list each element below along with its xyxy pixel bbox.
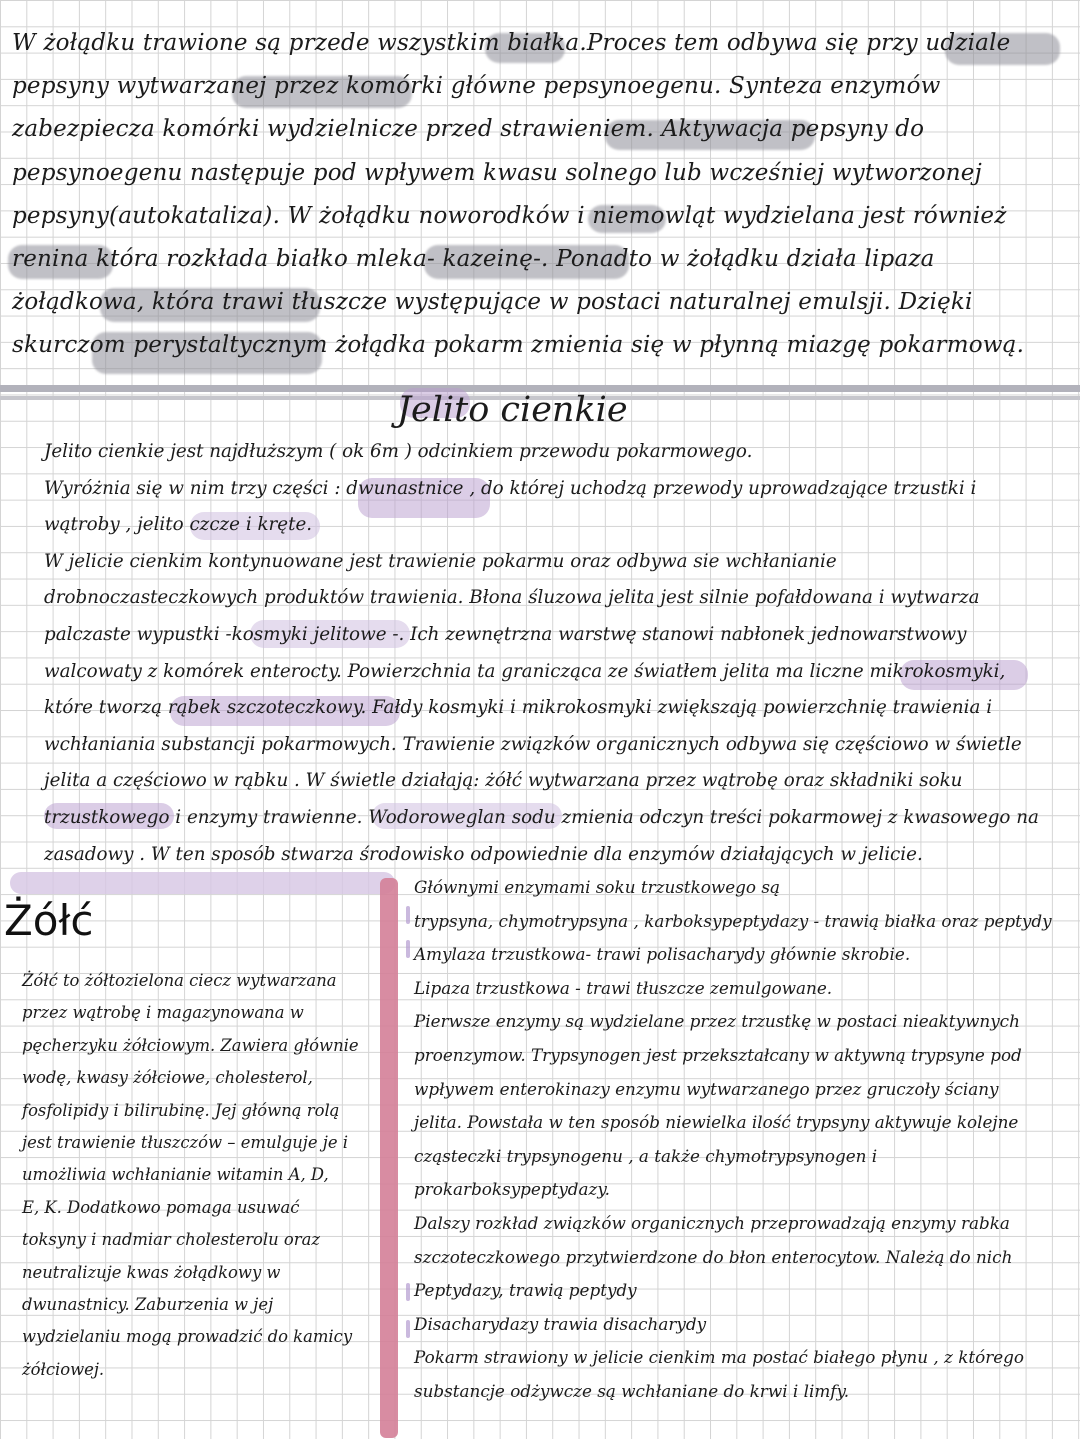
jelito-line: trzustkowego i enzymy trawienne. Wodoroweglan sodu zmienia odczyn treści pokarmowej z kwasowego na [44,806,1039,828]
trzustka-line: substancje odżywcze są wchłaniane do krwi i limfy. [414,1380,850,1401]
jelito-paragraph [44,434,1064,873]
trzustka-line: szczoteczkowego przytwierdzone do błon enterocytow. Należą do nich [414,1246,1013,1267]
trzustka-line: Disacharydazy trawia disacharydy [414,1313,707,1334]
jelito-line: które tworzą rąbek szczoteczkowy. Fałdy kosmyki i mikrokosmyki zwiększają powierzchnię trawienia i [44,697,993,719]
jelito-line: jelita a częściowo w rąbku . W świetle działają: żółć wytwarzana przez wątrobę oraz składniki soku [44,770,963,792]
zolc-line: neutralizuje kwas żołądkowy w [22,1262,281,1282]
margin-tick [406,906,410,924]
trzustka-line: Głównymi enzymami soku trzustkowego są [414,877,780,897]
margin-tick [406,940,410,958]
title-zolc: Żółć [4,896,94,945]
trzustka-line: jelita. Powstała w ten sposób niewielka ilość trypsyny aktywuje kolejne [414,1112,1019,1133]
trzustka-line: Pokarm strawiony w jelicie cienkim ma postać białego płynu , z którego [414,1347,1025,1368]
jelito-line: W jelicie cienkim kontynuowane jest trawienie pokarmu oraz odbywa sie wchłanianie [44,550,837,572]
jelito-line: wątroby , jelito czcze i kręte. [44,514,313,536]
margin-tick [406,1283,410,1301]
trzustka-line: trypsyna, chymotrypsyna , karboksypeptydazy - trawią białka oraz peptydy [414,910,1052,931]
jelito-line: Jelito cienkie jest najdłuższym ( ok 6m ) odcinkiem przewodu pokarmowego. [44,441,753,462]
zolc-line: przez wątrobę i magazynowana w [22,1003,304,1023]
trzustka-line: Lipaza trzustkowa - trawi tłuszcze zemulgowane. [414,977,833,998]
zolc-header-bar [10,872,395,894]
zolc-line: umożliwia wchłanianie witamin A, D, [22,1165,329,1185]
jelito-line: drobnoczasteczkowych produktów trawienia. Błona śluzowa jelita jest silnie pofałdowana i wytwarza [44,587,980,609]
jelito-line: walcowaty z komórek enterocty. Powierzchnia ta granicząca ze światłem jelita ma liczne mikrokosmyki, [44,660,1006,682]
zolc-line: E, K. Dodatkowo pomaga usuwać [22,1197,300,1217]
zolc-line: jest trawienie tłuszczów – emulguje je i [22,1133,349,1153]
trzustka-line: Amylaza trzustkowa- trawi polisacharydy głównie skrobie. [414,944,911,965]
zolc-line: dwunastnicy. Zaburzenia w jej [22,1295,274,1315]
zolc-line: Żółć to żółtozielona ciecz wytwarzana [22,971,337,990]
trzustka-line: Dalszy rozkład związków organicznych przeprowadzają enzymy rabka [414,1212,1010,1233]
jelito-line: wchłaniania substancji pokarmowych. Trawienie związków organicznych odbywa się częściowo w świetle [44,733,1022,755]
margin-tick [406,1320,410,1338]
zolc-paragraph [22,965,372,1386]
jelito-line: Wyróżnia się w nim trzy części : dwunastnice , do której uchodzą przewody uprowadzające trzustki i [44,477,977,499]
trzustka-line: prokarboksypeptydazy. [414,1179,610,1200]
zolc-line: pęcherzyku żółciowym. Zawiera głównie [22,1035,359,1055]
zolc-line: fosfolipidy i bilirubinę. Jej główną rolą [22,1100,340,1120]
trzustka-line: proenzymow. Trypsynogen jest przekształcany w aktywną trypsyne pod [414,1044,1022,1065]
jelito-line: zasadowy . W ten sposób stwarza środowisko odpowiednie dla enzymów działających w jelicie. [44,843,923,865]
trzustka-line: Peptydazy, trawią peptydy [414,1280,637,1301]
title-jelito-cienkie: Jelito cienkie [397,390,628,430]
trzustka-line: Pierwsze enzymy są wydzielane przez trzustkę w postaci nieaktywnych [414,1011,1020,1032]
column-divider [380,878,398,1438]
stomach-paragraph: W żołądku trawione są przede wszystkim białka.Proces tem odbywa się przy udziale pepsyny wytwarzanej przez komórki główne pepsynoegenu. Synteza enzymów zabezpiecza komórki wydzielnicze przed strawieniem. Aktywacja pepsyny do pepsynoegenu następuje pod wpływem kwasu solnego lub wcześniej wytworzonej pepsyny(autokataliza). W żołądku noworodków i niemowląt wydzielana jest również renina która rozkłada białko mleka- kazeinę-. Ponadto w żołądku działa lipaza żołądkowa, która trawi tłuszcze występujące w postaci naturalnej emulsji. Dzięki skurczom perystaltycznym żołądka pokarm zmienia się w płynną miazgę pokarmową. [12,30,1025,359]
trzustka-line: cząsteczki trypsynogenu , a także chymotrypsynogen i [414,1145,878,1166]
trzustka-line: wpływem enterokinazy enzymu wytwarzanego przez gruczoły ściany [414,1078,999,1099]
zolc-line: wydzielaniu mogą prowadzić do kamicy [22,1327,353,1347]
jelito-line: palczaste wypustki -kosmyki jelitowe -. Ich zewnętrzna warstwę stanowi nabłonek jednowarstwowy [44,623,967,645]
zolc-line: wodę, kwasy żółciowe, cholesterol, [22,1068,313,1088]
zolc-line: żółciowej. [22,1359,105,1379]
trzustka-paragraph [414,871,1078,1409]
zolc-line: toksyny i nadmiar cholesterolu oraz [22,1230,321,1250]
